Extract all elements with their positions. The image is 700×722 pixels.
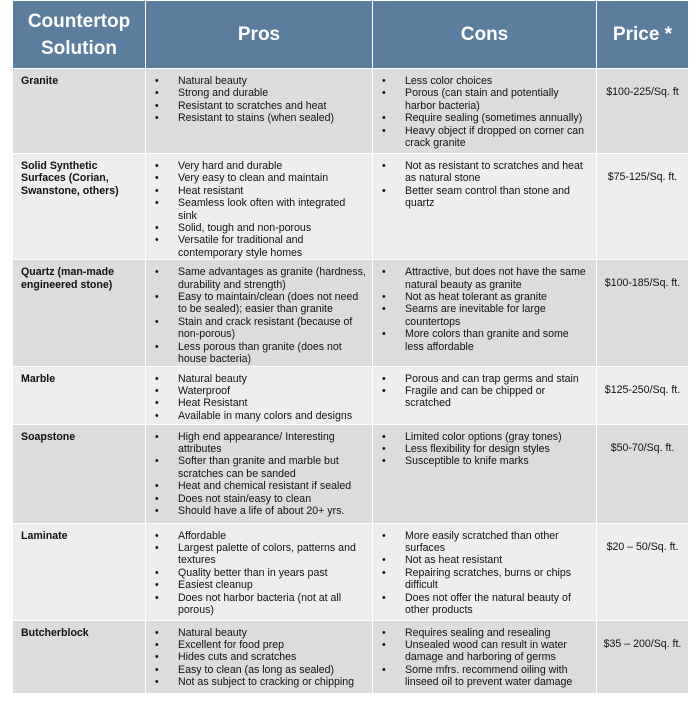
cons-list	[379, 160, 590, 210]
solution-cell: Solid Synthetic Surfaces (Corian, Swanstone, others)	[13, 154, 146, 260]
table-row	[13, 260, 689, 366]
pros-item: • Does not stain/easy to clean	[178, 493, 366, 505]
pros-item: • Heat Resistant	[178, 397, 366, 409]
cons-list	[379, 530, 590, 617]
cons-item: • Porous (can stain and potentially harbor bacteria)	[405, 87, 590, 112]
pros-cell	[146, 366, 373, 424]
cons-item: • Limited color options (gray tones)	[405, 431, 590, 443]
table-row	[13, 523, 689, 620]
pros-item: • Resistant to stains (when sealed)	[178, 112, 366, 124]
cons-item: • Fragile and can be chipped or scratched	[405, 385, 590, 410]
pros-list	[152, 627, 366, 689]
header-price: Price *	[597, 1, 689, 69]
pros-item: • Versatile for traditional and contemporary style homes	[178, 234, 366, 259]
cons-cell	[373, 260, 597, 366]
solution-cell: Soapstone	[13, 424, 146, 523]
pros-item: • Easy to clean (as long as sealed)	[178, 664, 366, 676]
cons-item: • More colors than granite and some less affordable	[405, 328, 590, 353]
cons-cell	[373, 154, 597, 260]
pros-item: • Seamless look often with integrated sink	[178, 197, 366, 222]
cons-item: • Not as heat resistant	[405, 554, 590, 566]
pros-item: • Stain and crack resistant (because of non-porous)	[178, 316, 366, 341]
cons-item: • Does not offer the natural beauty of other products	[405, 592, 590, 617]
pros-item: • Same advantages as granite (hardness, durability and strength)	[178, 266, 366, 291]
pros-item: • Less porous than granite (does not house bacteria)	[178, 341, 366, 366]
cons-list	[379, 627, 590, 689]
pros-cell	[146, 523, 373, 620]
pros-item: • Very hard and durable	[178, 160, 366, 172]
pros-cell	[146, 154, 373, 260]
cons-item: • Require sealing (sometimes annually)	[405, 112, 590, 124]
cons-list	[379, 373, 590, 410]
cons-list	[379, 266, 590, 353]
price-cell: $50-70/Sq. ft.	[597, 424, 689, 523]
pros-item: • Easiest cleanup	[178, 579, 366, 591]
pros-item: • Quality better than in years past	[178, 567, 366, 579]
pros-cell	[146, 620, 373, 693]
header-solution: Countertop Solution	[13, 1, 146, 69]
solution-cell: Granite	[13, 69, 146, 154]
countertop-comparison-table	[12, 0, 689, 694]
pros-cell	[146, 424, 373, 523]
cons-item: • Better seam control than stone and quartz	[405, 185, 590, 210]
solution-cell: Marble	[13, 366, 146, 424]
table-body	[13, 69, 689, 694]
pros-item: • Heat resistant	[178, 185, 366, 197]
pros-item: • Solid, tough and non-porous	[178, 222, 366, 234]
cons-item: • Heavy object if dropped on corner can crack granite	[405, 125, 590, 150]
price-cell: $100-225/Sq. ft	[597, 69, 689, 154]
solution-cell: Quartz (man-made engineered stone)	[13, 260, 146, 366]
cons-item: • Seams are inevitable for large countertops	[405, 303, 590, 328]
cons-list	[379, 431, 590, 468]
pros-list	[152, 160, 366, 259]
header-pros: Pros	[146, 1, 373, 69]
pros-item: • Not as subject to cracking or chipping	[178, 676, 366, 688]
pros-item: • Very easy to clean and maintain	[178, 172, 366, 184]
pros-item: • Largest palette of colors, patterns and textures	[178, 542, 366, 567]
pros-item: • Hides cuts and scratches	[178, 651, 366, 663]
price-cell: $20 – 50/Sq. ft.	[597, 523, 689, 620]
cons-cell	[373, 366, 597, 424]
cons-item: • Less color choices	[405, 75, 590, 87]
cons-item: • Porous and can trap germs and stain	[405, 373, 590, 385]
cons-item: • Susceptible to knife marks	[405, 455, 590, 467]
pros-item: • Resistant to scratches and heat	[178, 100, 366, 112]
pros-item: • Waterproof	[178, 385, 366, 397]
cons-item: • Less flexibility for design styles	[405, 443, 590, 455]
cons-cell	[373, 620, 597, 693]
pros-list	[152, 373, 366, 423]
pros-item: • Natural beauty	[178, 627, 366, 639]
pros-item: • Available in many colors and designs	[178, 410, 366, 422]
pros-item: • Easy to maintain/clean (does not need to be sealed); easier than granite	[178, 291, 366, 316]
header-cons: Cons	[373, 1, 597, 69]
pros-item: • Affordable	[178, 530, 366, 542]
pros-item: • Does not harbor bacteria (not at all porous)	[178, 592, 366, 617]
cons-item: • Some mfrs. recommend oiling with linseed oil to prevent water damage	[405, 664, 590, 689]
cons-cell	[373, 424, 597, 523]
cons-item: • Requires sealing and resealing	[405, 627, 590, 639]
pros-item: • Natural beauty	[178, 75, 366, 87]
table-row	[13, 69, 689, 154]
pros-item: • Excellent for food prep	[178, 639, 366, 651]
cons-item: • More easily scratched than other surfaces	[405, 530, 590, 555]
cons-item: • Not as resistant to scratches and heat as natural stone	[405, 160, 590, 185]
pros-list	[152, 266, 366, 365]
cons-item: • Attractive, but does not have the same natural beauty as granite	[405, 266, 590, 291]
pros-item: • Should have a life of about 20+ yrs.	[178, 505, 366, 517]
cons-cell	[373, 69, 597, 154]
table-row	[13, 424, 689, 523]
pros-cell	[146, 69, 373, 154]
price-cell: $35 – 200/Sq. ft.	[597, 620, 689, 693]
table-row	[13, 154, 689, 260]
header-row	[13, 1, 689, 69]
cons-item: • Unsealed wood can result in water damage and harboring of germs	[405, 639, 590, 664]
solution-cell: Laminate	[13, 523, 146, 620]
pros-item: • High end appearance/ Interesting attributes	[178, 431, 366, 456]
table-row	[13, 620, 689, 693]
cons-list	[379, 75, 590, 149]
table-row	[13, 366, 689, 424]
pros-list	[152, 75, 366, 125]
price-cell: $100-185/Sq. ft.	[597, 260, 689, 366]
pros-item: • Softer than granite and marble but scratches can be sanded	[178, 455, 366, 480]
cons-cell	[373, 523, 597, 620]
pros-item: • Heat and chemical resistant if sealed	[178, 480, 366, 492]
pros-item: • Natural beauty	[178, 373, 366, 385]
pros-list	[152, 431, 366, 518]
pros-list	[152, 530, 366, 617]
cons-item: • Repairing scratches, burns or chips difficult	[405, 567, 590, 592]
pros-item: • Strong and durable	[178, 87, 366, 99]
price-cell: $125-250/Sq. ft.	[597, 366, 689, 424]
solution-cell: Butcherblock	[13, 620, 146, 693]
cons-item: • Not as heat tolerant as granite	[405, 291, 590, 303]
pros-cell	[146, 260, 373, 366]
price-cell: $75-125/Sq. ft.	[597, 154, 689, 260]
